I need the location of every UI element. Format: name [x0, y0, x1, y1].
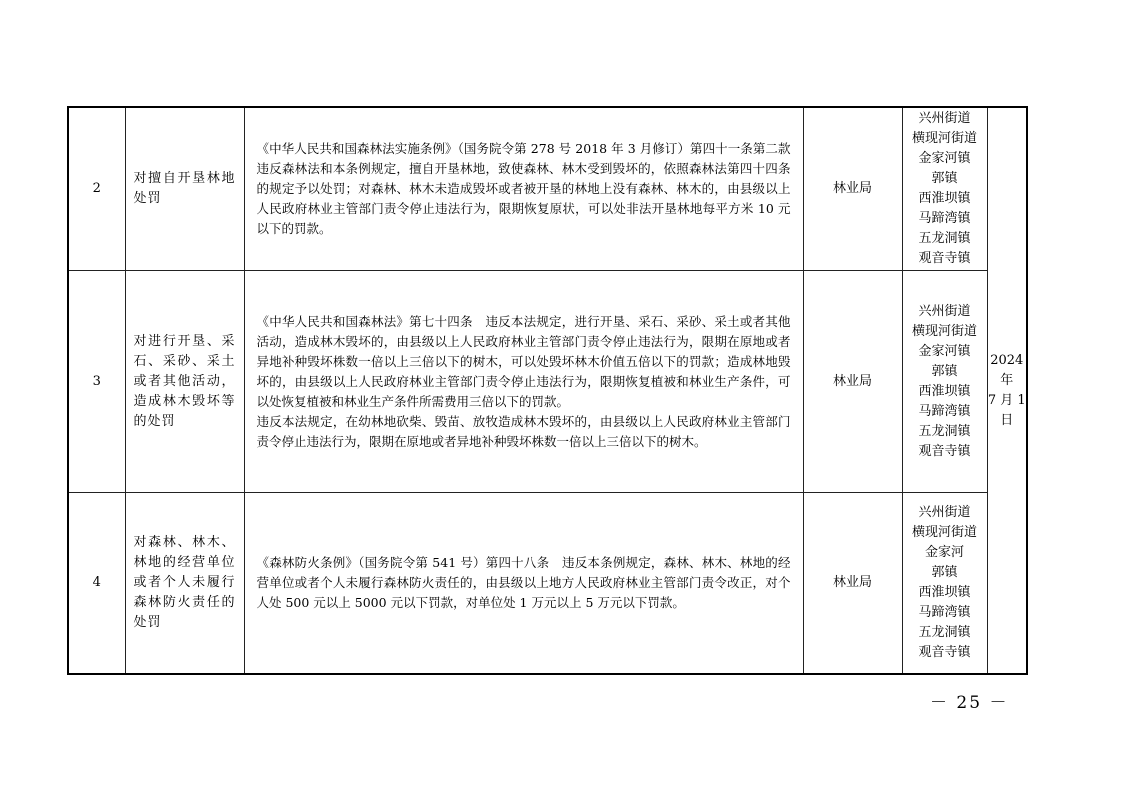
row-number: 3	[68, 271, 125, 493]
legal-basis-paragraph: 《中华人民共和国森林法实施条例》（国务院令第 278 号 2018 年 3 月修订）第四十一条第二款 违反森林法和本条例规定，擅自开垦林地，致使森林、林木受到毁坏的，依照森林法第四十四条的规定予以处罚；对森林、林木未造成毁坏或者被开垦的林地上没有森林、林木的，由县级以上人民政府林业主管部门责令停止违法行为，限期恢复原状，可以处非法开垦林地每平方米 10 元以下的罚款。	[256, 141, 804, 236]
jurisdiction-item: 马蹄湾镇	[918, 403, 971, 419]
jurisdiction-item: 金家河	[924, 545, 964, 560]
jurisdiction-item: 金家河镇	[918, 151, 971, 166]
jurisdiction-item: 横现河街道	[911, 131, 977, 146]
jurisdiction-item: 五龙洞镇	[918, 231, 971, 246]
row-number: 2	[68, 107, 125, 271]
page-number: － 25 －	[930, 693, 1009, 713]
jurisdiction-list	[902, 271, 987, 493]
jurisdiction-item: 横现河街道	[911, 323, 977, 339]
department: 林业局	[803, 107, 902, 271]
jurisdiction-item: 兴州街道	[918, 303, 971, 319]
effective-date-year: 2024 年	[990, 352, 1024, 388]
jurisdiction-item: 西淮坝镇	[918, 585, 971, 600]
jurisdiction-list	[902, 107, 987, 271]
jurisdiction-item: 观音寺镇	[918, 443, 971, 459]
jurisdiction-item: 马蹄湾镇	[918, 605, 971, 620]
table-row	[68, 271, 1027, 493]
row-number: 4	[68, 493, 125, 675]
effective-date-day: 7 月 1 日	[987, 392, 1026, 428]
jurisdiction-item: 郭镇	[931, 171, 958, 186]
legal-basis-paragraph: 违反本法规定，在幼林地砍柴、毁苗、放牧造成林木毁坏的，由县级以上人民政府林业主管部门责令停止违法行为，限期在原地或者异地补种毁坏株数一倍以上三倍以下的树木。	[256, 413, 791, 449]
jurisdiction-item: 金家河镇	[918, 343, 971, 359]
legal-basis-paragraph: 《森林防火条例》（国务院令第 541 号）第四十八条 违反本条例规定，森林、林木、林地的经营单位或者个人未履行森林防火责任的，由县级以上地方人民政府林业主管部门责令改正，对个人处 500 元以上 5000 元以下罚款，对单位处 1 万元以上 5 万元以下罚款。	[256, 555, 791, 610]
legal-basis	[244, 493, 803, 675]
jurisdiction-item: 郭镇	[931, 363, 958, 379]
department: 林业局	[803, 271, 902, 493]
penalty-item: 对进行开垦、采石、采砂、采土或者其他活动，造成林木毁坏等的处罚	[125, 271, 244, 493]
jurisdiction-item: 马蹄湾镇	[918, 211, 971, 226]
table-row	[68, 107, 1027, 271]
legal-basis	[244, 271, 803, 493]
penalty-item: 对擅自开垦林地处罚	[125, 107, 244, 271]
legal-basis-paragraph: 《中华人民共和国森林法》第七十四条 违反本法规定，进行开垦、采石、采砂、采土或者其他活动，造成林木毁坏的，由县级以上人民政府林业主管部门责令停止违法行为，限期在原地或者异地补种毁坏株数一倍以上三倍以下的树木，可以处毁坏林木价值五倍以下的罚款；造成林地毁坏的，由县级以上人民政府林业主管部门责令停止违法行为，限期恢复植被和林业生产条件，可以处恢复植被和林业生产条件所需费用三倍以下的罚款。	[256, 313, 791, 409]
jurisdiction-item: 五龙洞镇	[918, 625, 971, 640]
jurisdiction-item: 五龙洞镇	[918, 423, 971, 439]
table-row	[68, 493, 1027, 675]
legal-basis	[244, 107, 803, 271]
penalty-item: 对森林、林木、林地的经营单位或者个人未履行森林防火责任的处罚	[125, 493, 244, 675]
jurisdiction-item: 郭镇	[931, 565, 958, 580]
jurisdiction-item: 横现河街道	[911, 525, 977, 540]
jurisdiction-item: 西淮坝镇	[918, 191, 971, 206]
effective-date	[987, 107, 1027, 674]
jurisdiction-item: 观音寺镇	[918, 645, 971, 660]
jurisdiction-item: 西淮坝镇	[918, 383, 971, 399]
jurisdiction-item: 观音寺镇	[918, 251, 971, 266]
jurisdiction-list	[902, 493, 987, 675]
penalty-table	[67, 106, 1028, 675]
jurisdiction-item: 兴州街道	[918, 505, 971, 520]
jurisdiction-item: 兴州街道	[918, 111, 971, 126]
department: 林业局	[803, 493, 902, 675]
